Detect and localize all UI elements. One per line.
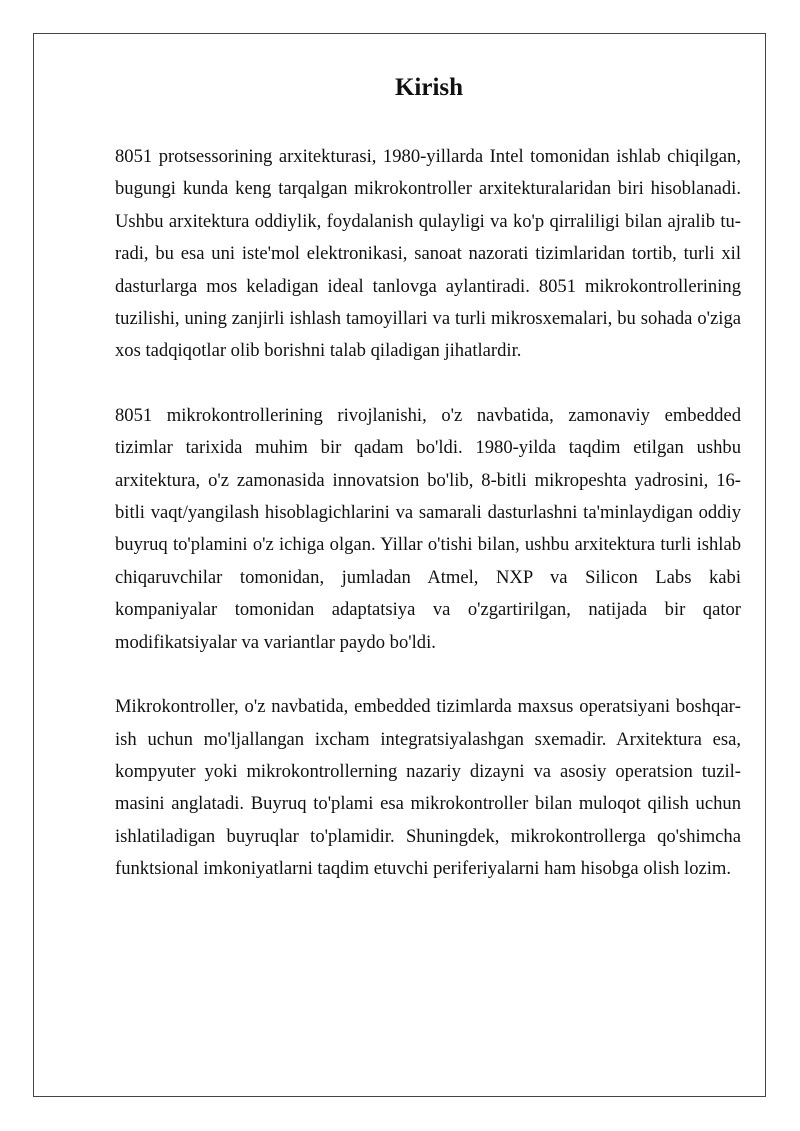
paragraph-3: Mikrokontroller, o'z navbatida, embedded tizimlarda maxsus operatsiyani boshqarish uchun mo'ljallangan ixcham integratsiyalashgan sxemadir. Arxitektura esa, kompyuter yoki mikrokontrollerning nazariy dizayni va asosiy operatsion tuzilmasini anglatadi. Buyruq to'plami esa mikrokontroller bilan muloqot qilish uchun ishlatiladigan buyruqlar to'plamidir. Shuningdek, mikrokontrollerga qo'shimcha funktsional imkoniyatlarni taqdim etuvchi periferiyalarni ham hisobga olish lozim.	[115, 696, 741, 880]
paragraph-1: 8051 protsessorining arxitekturasi, 1980-yillarda Intel tomonidan ishlab chiqilgan, bugungi kunda keng tarqalgan mikrokontroller arxitekturalaridan biri hisoblanadi. Ushbu arxitektura oddiylik, foydalanish qulayligi va ko'p qirraliligi bilan ajralib turadi, bu esa uni iste'mol elektronikasi, sanoat nazorati tizimlaridan tortib, turli xil dasturlarga mos keladigan ideal tanlovga aylantiradi. 8051 mikrokontrollerining tuzilishi, uning zanjirli ishlash tamoyillari va turli mikrosxemalari, bu sohada o'ziga xos tadqiqotlar olib borishni talab qiladigan jihatlardir.	[115, 146, 741, 362]
document-body	[115, 141, 741, 918]
page-title: Kirish	[394, 74, 464, 101]
paragraph-2: 8051 mikrokontrollerining rivojlanishi, o'z navbatida, zamonaviy embedded tizimlar tarixida muhim bir qadam bo'ldi. 1980-yilda taqdim etilgan ushbu arxitektura, o'z zamonasida innovatsion bo'lib, 8-bitli mikropeshta yadrosini, 16-bitli vaqt/yangilash hisoblagichlarini va samarali dasturlashni ta'minlaydigan oddiy buyruq to'plamini o'z ichiga olgan. Yillar o'tishi bilan, ushbu arxitektura turli ishlab chiqaruvchilar tomonidan, jumladan Atmel, NXP va Silicon Labs kabi kompaniyalar tomonidan adaptatsiya va o'zgartirilgan, natijada bir qator modifikatsiyalar va variantlar paydo bo'ldi.	[115, 404, 741, 653]
